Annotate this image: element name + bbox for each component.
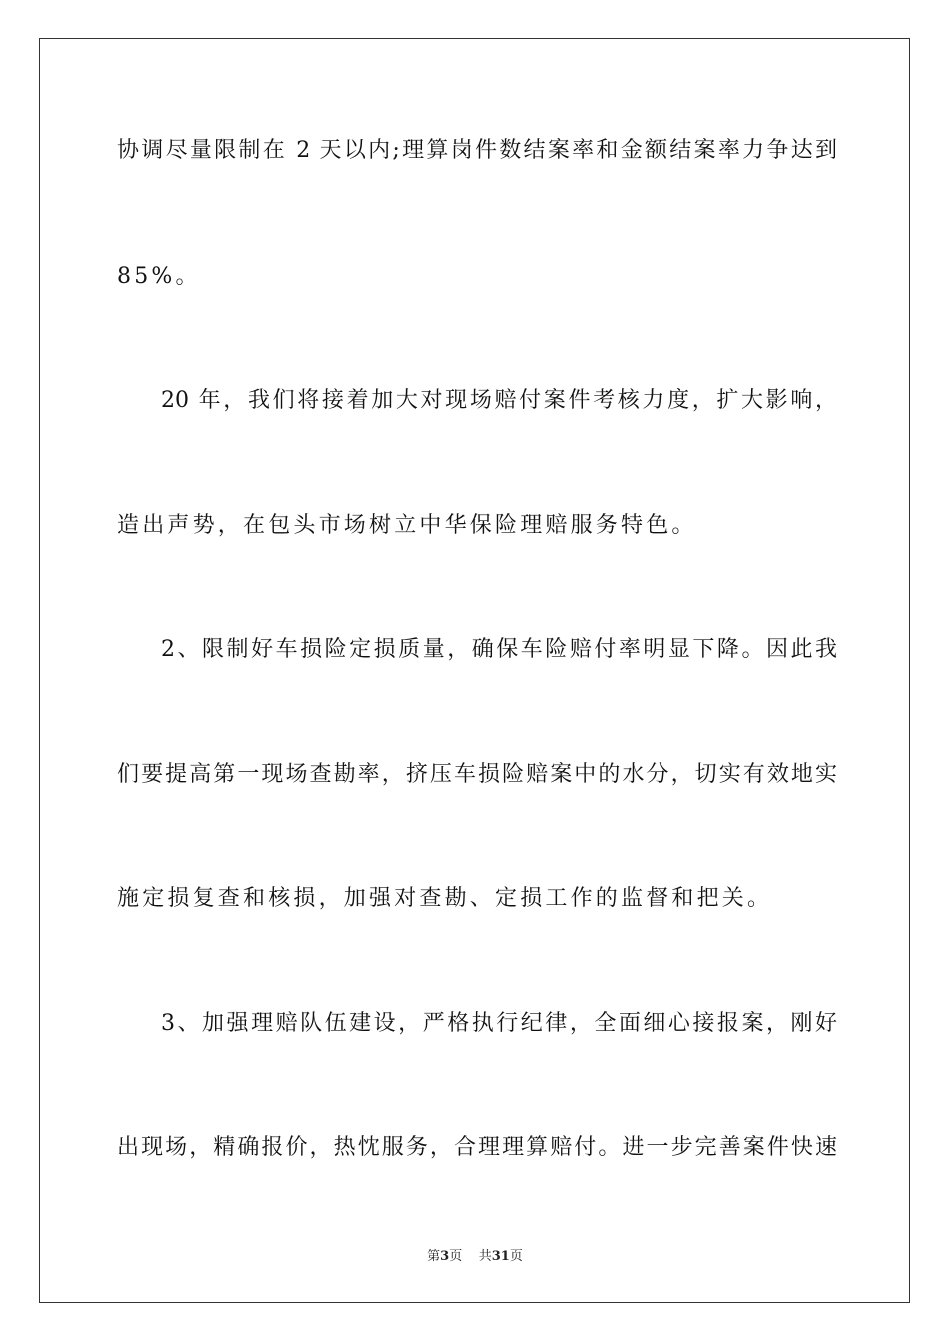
total-pages: 31	[491, 1249, 510, 1264]
body-line-6: 们要提高第一现场查勘率，挤压车损险赔案中的水分，切实有效地实	[117, 762, 837, 787]
body-line-7: 施定损复查和核损，加强对查勘、定损工作的监督和把关。	[117, 886, 773, 911]
body-line-9: 出现场，精确报价，热忱服务，合理理算赔付。进一步完善案件快速	[117, 1135, 837, 1160]
body-line-5: 2、限制好车损险定损质量，确保车险赔付率明显下降。因此我	[161, 637, 837, 662]
body-line-2: 85%。	[117, 264, 201, 289]
total-label-prefix: 共	[478, 1249, 492, 1264]
page-frame	[39, 38, 910, 1303]
body-line-3: 20 年，我们将接着加大对现场赔付案件考核力度，扩大影响，	[161, 388, 837, 413]
page-footer	[0, 1248, 950, 1266]
body-line-4: 造出声势，在包头市场树立中华保险理赔服务特色。	[117, 513, 697, 538]
body-line-8: 3、加强理赔队伍建设，严格执行纪律，全面细心接报案，刚好	[161, 1011, 837, 1036]
body-line-1: 协调尽量限制在 2 天以内;理算岗件数结案率和金额结案率力争达到	[117, 138, 837, 163]
page-label-suffix: 页	[449, 1249, 463, 1264]
total-label-suffix: 页	[509, 1249, 523, 1264]
page-label-prefix: 第	[427, 1249, 441, 1264]
page-number: 3	[440, 1249, 450, 1264]
